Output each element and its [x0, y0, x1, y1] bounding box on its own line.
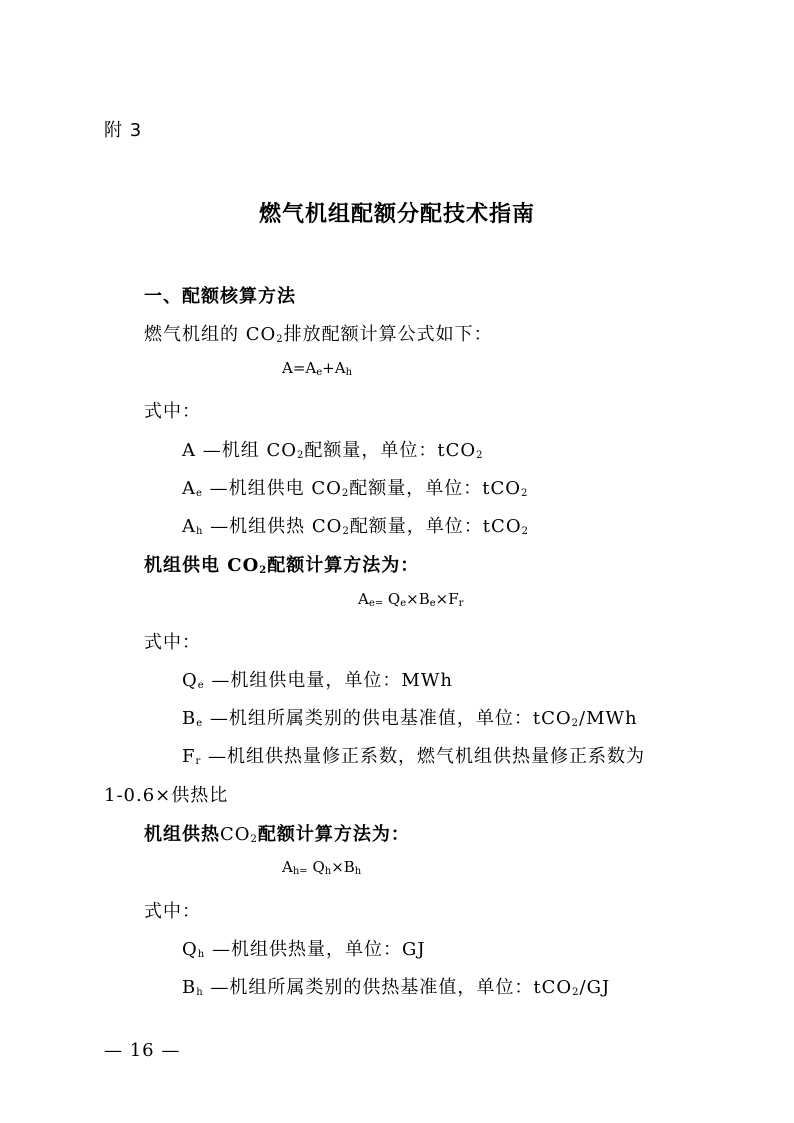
definition-Fr-continuation: 1-0.6×供热比: [104, 785, 229, 806]
section-heading-allocation-method: 一、配额核算方法: [144, 286, 296, 307]
where-label: 式中：: [144, 401, 201, 422]
page-title: 燃气机组配额分配技术指南: [258, 202, 535, 227]
formula-power-supply: $A_{e=}$ $Q_e\times B_e\times F_r$: [358, 590, 464, 609]
page-number: — 16 —: [104, 1040, 181, 1061]
definition-Be: $B_e$ —机组所属类别的供电基准值，单位：tCO$_2$/MWh: [182, 708, 638, 729]
definition-Fr: $F_r$ —机组供热量修正系数，燃气机组供热量修正系数为: [182, 746, 646, 767]
definition-A: A —机组 $CO_2$配额量，单位：tCO$_2$: [182, 440, 484, 461]
definition-Qe: $Q_e$ —机组供电量，单位：MWh: [182, 670, 453, 691]
formula-heat-supply: $A_{h=}$ $Q_h\times B_h$: [282, 858, 362, 877]
attachment-label: 附 3: [104, 120, 143, 141]
formula-total: $A=A_e+A_h$: [282, 359, 353, 378]
definition-Bh: $B_h$ —机组所属类别的供热基准值，单位：tCO$_2$/GJ: [182, 977, 611, 998]
definition-Qh: $Q_h$ —机组供热量，单位：GJ: [182, 939, 426, 960]
where-label: 式中：: [144, 632, 201, 653]
power-supply-heading: 机组供电 $CO_2$配额计算方法为：: [144, 555, 420, 576]
where-label: 式中：: [144, 901, 201, 922]
intro-line: 燃气机组的 $CO_2$排放配额计算公式如下：: [144, 324, 493, 345]
definition-Ae: $A_e$ —机组供电 $CO_2$配额量，单位：tCO$_2$: [182, 478, 529, 499]
definition-Ah: $A_h$ —机组供热 $CO_2$配额量，单位：tCO$_2$: [182, 516, 529, 537]
heat-supply-heading: 机组供热$CO_2$配额计算方法为：: [144, 824, 410, 845]
